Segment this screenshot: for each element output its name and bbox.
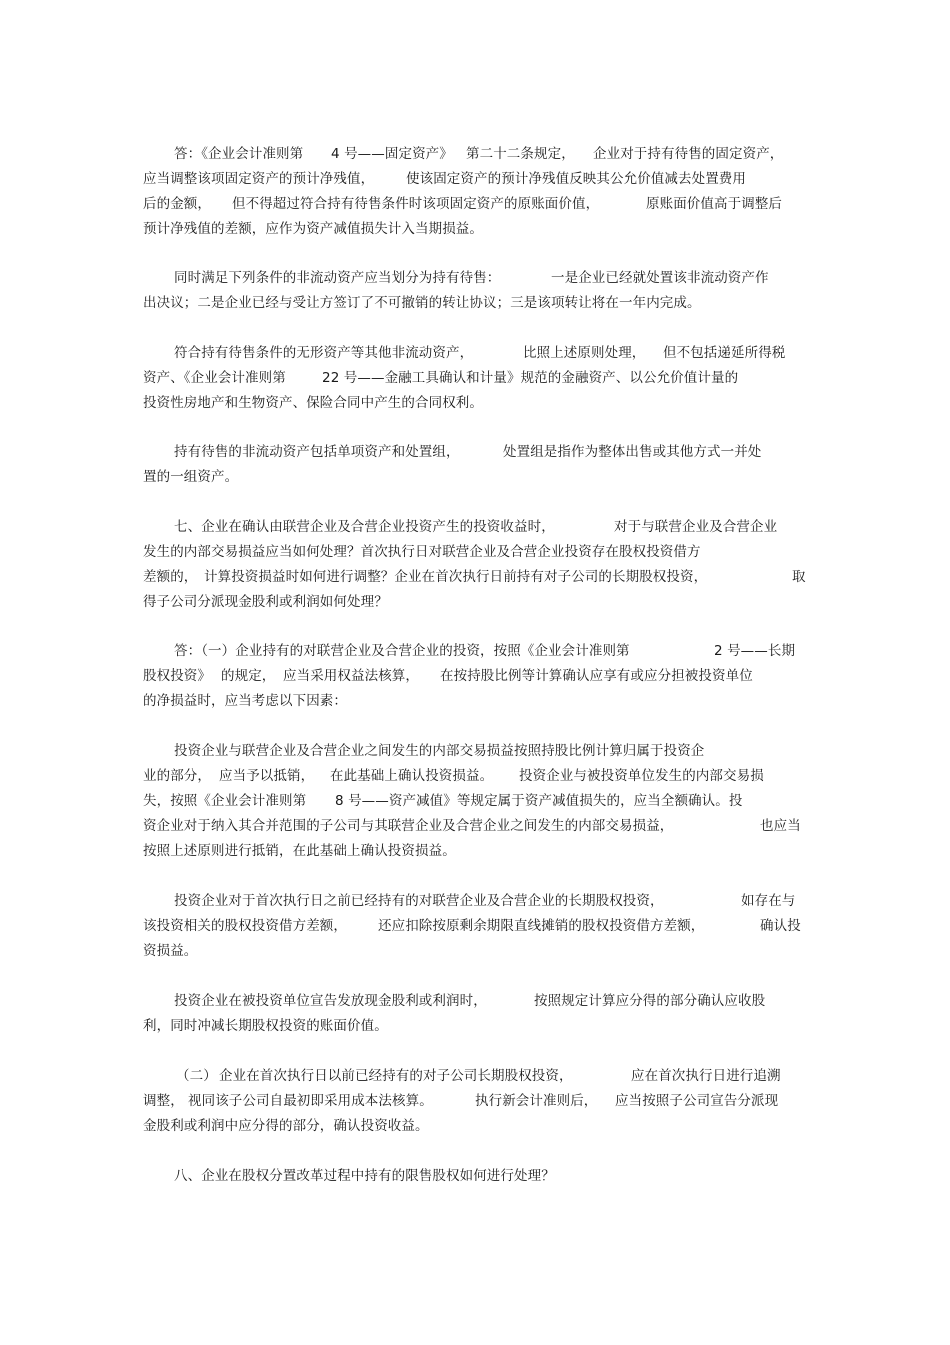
text-segment: 处置组是指作为整体出售或其他方式一并处 [503, 444, 762, 460]
text-segment: 股权投资》 [143, 668, 211, 684]
text-segment: 投资企业在被投资单位宣告发放现金股利或利润时， [174, 993, 487, 1009]
text-segment: 调整， [143, 1093, 184, 1109]
text-line [0, 539, 950, 565]
text-line [0, 589, 950, 615]
text-segment: 也应当 [760, 818, 801, 834]
text-segment: 第二十二条规定， [466, 146, 575, 162]
text-line [0, 938, 950, 964]
text-line [0, 564, 950, 590]
text-line [0, 988, 950, 1014]
text-segment: 原账面价值高于调整后 [646, 196, 782, 212]
text-line [0, 166, 950, 192]
text-segment: 按照规定计算应分得的部分确认应收股 [534, 993, 766, 1009]
text-line [0, 464, 950, 490]
text-segment: 按照上述原则进行抵销，在此基础上确认投资损益。 [143, 843, 456, 859]
text-line [0, 290, 950, 316]
text-segment: 资产、《企业会计准则第 [143, 370, 286, 386]
text-segment: 视同该子公司自最初即采用成本法核算。 [188, 1093, 433, 1109]
text-line [0, 913, 950, 939]
text-segment: 利，同时冲减长期股权投资的账面价值。 [143, 1018, 388, 1034]
text-segment: 持有待售的非流动资产包括单项资产和处置组， [174, 444, 460, 460]
text-line [0, 216, 950, 242]
text-segment: 资企业对于纳入其合并范围的子公司与其联营企业及合营企业之间发生的内部交易损益， [143, 818, 674, 834]
text-line [0, 638, 950, 664]
text-segment: 取 [792, 569, 806, 585]
text-line [0, 265, 950, 291]
text-segment: 应当采用权益法核算， [283, 668, 419, 684]
text-segment: 同时满足下列条件的非流动资产应当划分为持有待售： [174, 270, 501, 286]
text-line [0, 141, 950, 167]
text-segment: 应当按照子公司宣告分派现 [615, 1093, 779, 1109]
text-segment: 差额的， [143, 569, 198, 585]
text-segment: 但不得超过符合持有待售条件时该项固定资产的原账面价值， [232, 196, 600, 212]
text-line [0, 365, 950, 391]
text-line [0, 688, 950, 714]
text-segment: 后的金额， [143, 196, 211, 212]
text-line [0, 439, 950, 465]
text-segment: 答：《企业会计准则第 [174, 146, 304, 162]
text-segment: 预计净残值的差额，应作为资产减值损失计入当期损益。 [143, 221, 483, 237]
text-line [0, 1113, 950, 1139]
text-segment: 如存在与 [741, 893, 796, 909]
text-segment: 八、企业在股权分置改革过程中持有的限售股权如何进行处理？ [174, 1168, 555, 1184]
text-segment: 22 号——金融工具确认和计量》规范的金融资产、以公允价值计量的 [322, 370, 739, 386]
text-segment: 2 号——长期 [714, 643, 796, 659]
text-segment: 置的一组资产。 [143, 469, 239, 485]
text-segment: 失，按照《企业会计准则第 [143, 793, 307, 809]
text-line [0, 390, 950, 416]
text-line [0, 738, 950, 764]
text-segment: 金股利或利润中应分得的部分，确认投资收益。 [143, 1118, 429, 1134]
text-segment: 应当予以抵销， [219, 768, 315, 784]
text-segment: 比照上述原则处理， [523, 345, 646, 361]
text-line [0, 1013, 950, 1039]
text-segment: 投资企业与联营企业及合营企业之间发生的内部交易损益按照持股比例计算归属于投资企 [174, 743, 705, 759]
text-segment: 投资企业与被投资单位发生的内部交易损 [519, 768, 764, 784]
text-segment: 该投资相关的股权投资借方差额， [143, 918, 347, 934]
text-segment: 使该固定资产的预计净残值反映其公允价值减去处置费用 [406, 171, 746, 187]
text-segment: 企业在首次执行日以前已经持有的对子公司长期股权投资， [219, 1068, 573, 1084]
text-line [0, 1063, 950, 1089]
text-segment: 在按持股比例等计算确认应享有或应分担被投资单位 [440, 668, 753, 684]
text-segment: 应当调整该项固定资产的预计净残值， [143, 171, 375, 187]
text-segment: 执行新会计准则后， [475, 1093, 598, 1109]
text-line [0, 514, 950, 540]
text-segment: 出决议；二是企业已经与受让方签订了不可撤销的转让协议；三是该项转让将在一年内完成。 [143, 295, 701, 311]
text-segment: 资损益。 [143, 943, 198, 959]
text-line [0, 663, 950, 689]
text-line [0, 888, 950, 914]
text-segment: 应在首次执行日进行追溯 [631, 1068, 781, 1084]
text-segment: 一是企业已经就处置该非流动资产作 [551, 270, 769, 286]
text-segment: 业的部分， [143, 768, 211, 784]
text-line [0, 763, 950, 789]
text-segment: 的规定， [221, 668, 276, 684]
text-segment: 还应扣除按原剩余期限直线摊销的股权投资借方差额， [378, 918, 705, 934]
text-segment: 投资性房地产和生物资产、保险合同中产生的合同权利。 [143, 395, 483, 411]
text-segment: 4 号——固定资产》 [331, 146, 453, 162]
text-segment: 发生的内部交易损益应当如何处理？首次执行日对联营企业及合营企业投资存在股权投资借方 [143, 544, 701, 560]
text-segment: 计算投资损益时如何进行调整？企业在首次执行日前持有对子公司的长期股权投资， [204, 569, 708, 585]
text-segment: 的净损益时，应当考虑以下因素： [143, 693, 347, 709]
text-line [0, 813, 950, 839]
text-line [0, 838, 950, 864]
text-segment: 但不包括递延所得税 [663, 345, 786, 361]
text-segment: 符合持有待售条件的无形资产等其他非流动资产， [174, 345, 474, 361]
text-segment: 企业对于持有待售的固定资产， [593, 146, 784, 162]
text-line [0, 191, 950, 217]
text-segment: 8 号——资产减值》等规定属于资产减值损失的，应当全额确认。投 [335, 793, 743, 809]
text-segment: 确认投 [760, 918, 801, 934]
text-line [0, 1088, 950, 1114]
text-line [0, 788, 950, 814]
text-segment: （二） [176, 1068, 217, 1084]
text-segment: 投资企业对于首次执行日之前已经持有的对联营企业及合营企业的长期股权投资， [174, 893, 664, 909]
text-segment: 答：（一）企业持有的对联营企业及合营企业的投资，按照《企业会计准则第 [174, 643, 630, 659]
text-segment: 对于与联营企业及合营企业 [614, 519, 778, 535]
text-line [0, 1163, 950, 1189]
text-segment: 在此基础上确认投资损益。 [330, 768, 494, 784]
text-segment: 得子公司分派现金股利或利润如何处理？ [143, 594, 388, 610]
text-segment: 七、企业在确认由联营企业及合营企业投资产生的投资收益时， [174, 519, 555, 535]
text-line [0, 340, 950, 366]
